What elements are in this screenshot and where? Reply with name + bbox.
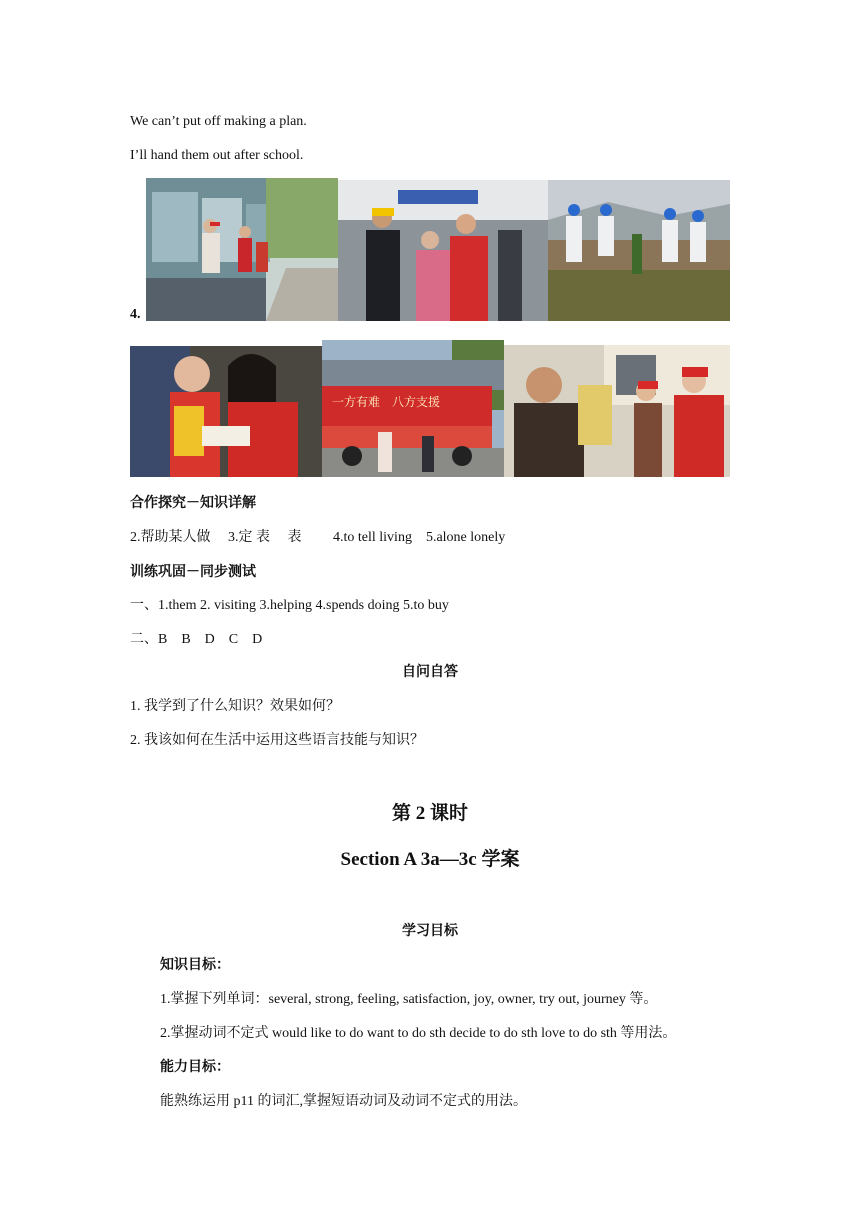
self-question-1: 1. 我学到了什么知识？效果如何？ [130,699,340,714]
coop-section-title: 合作探究－知识详解 [130,496,256,511]
photo-visiting-elderly [338,180,548,321]
self-qa-title: 自问自答 [402,665,458,680]
photo-notice-board [146,178,338,321]
banner-text: 一方有难 八方支援 [332,395,441,409]
knowledge-goal-2: 2.掌握动词不定式 would like to do want to do sth decide to do sth love to do sth 等用法。 [160,1026,677,1041]
photo-donation [504,345,730,477]
sentence-1: We can’t put off making a plan. [130,114,307,129]
photo-aid-truck [322,340,504,477]
photo-tree-planting [548,180,730,321]
knowledge-goal-label: 知识目标： [160,958,230,973]
sentence-2: I’ll hand them out after school. [130,148,304,163]
lesson-title: 第 2 课时 [391,803,468,824]
coop-answers: 2.帮助某人做 3.定 表 表 4.to tell living 5.alone lonely [130,530,506,545]
ability-goal-1: 能熟练运用 p11 的词汇,掌握短语动词及动词不定式的用法。 [160,1094,527,1109]
photo-child-hug [130,346,322,477]
train-answers-2: 二、B B D C D [130,632,263,647]
item-number-4: 4. [130,307,141,322]
section-title: Section A 3a—3c 学案 [340,849,520,870]
train-answers-1: 一、1.them 2. visiting 3.helping 4.spends doing 5.to buy [130,598,449,613]
train-section-title: 训练巩固－同步测试 [130,565,256,580]
ability-goal-label: 能力目标： [160,1060,230,1075]
self-question-2: 2. 我该如何在生活中运用这些语言技能与知识？ [130,733,424,748]
knowledge-goal-1: 1.掌握下列单词：several, strong, feeling, satisfaction, joy, owner, try out, journey 等。 [160,992,658,1007]
goals-title: 学习目标 [402,924,458,939]
